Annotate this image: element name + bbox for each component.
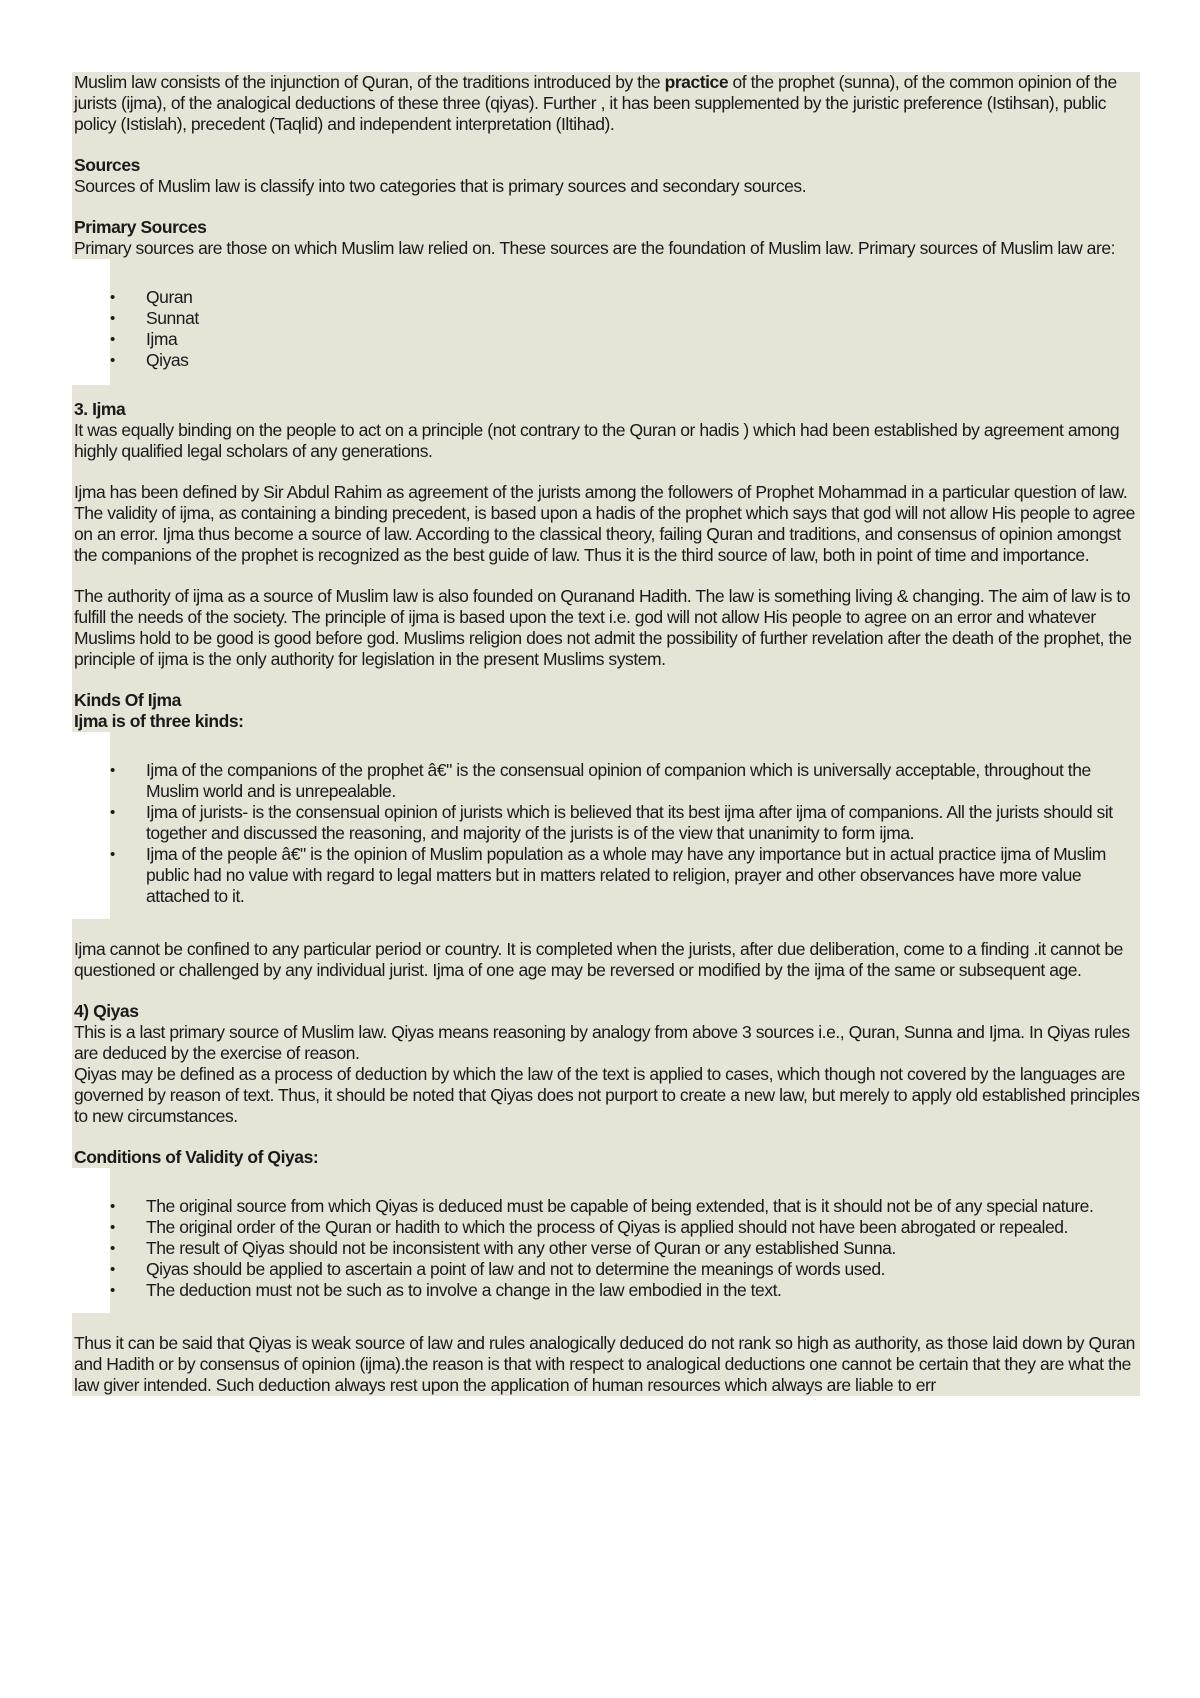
ijma-paragraph-3: The authority of ijma as a source of Muslim law is also founded on Quranand Hadith. The law is something living & changing. The aim of law is to fulfill the needs of the society. The principle of ijma is based upon the text i.e. god will not allow His people to agree on an error and whatever Muslims hold to be good is good before god. Muslims religion does not admit the possibility of further revelation after the death of the prophet, the principle of ijma is the only authority for legislation in the present Muslims system.: [74, 586, 1132, 669]
conditions-list-wrap: [72, 1168, 1140, 1313]
list-item: • Ijma of the companions of the prophet â€" is the consensual opinion of companion which is universally acceptable, throughout the Muslim world and is unrepealable.: [146, 760, 1140, 802]
intro-paragraph: Muslim law consists of the injunction of Quran, of the traditions introduced by the practice of the prophet (sunna), of the common opinion of the jurists (ijma), of the analogical deductions of these three (qiyas). Further , it has been supplemented by the juristic preference (Istihsan), public policy (Istislah), precedent (Taqlid) and independent interpretation (Iltihad). Sources Sources of Muslim law is classify into two categories that is primary sources and secondary sources. Primary Sources Primary sources are those on which Muslim law relied on. These sources are the foundation of Muslim law. Primary sources of Muslim law are:: [72, 72, 1140, 259]
list-item: • Sunnat: [146, 308, 1140, 329]
list-item: • Ijma: [146, 329, 1140, 350]
ijma-heading: 3. Ijma: [74, 399, 126, 419]
ijma-paragraph-1: It was equally binding on the people to act on a principle (not contrary to the Quran or hadis ) which had been established by agreement among highly qualified legal scholars of any generations.: [74, 420, 1120, 461]
kinds-list: [110, 732, 1140, 919]
list-item: • The deduction must not be such as to involve a change in the law embodied in the text.: [146, 1280, 1140, 1301]
list-item: • The original source from which Qiyas is deduced must be capable of being extended, that is it should not be of any special nature.: [146, 1196, 1140, 1217]
conditions-heading: Conditions of Validity of Qiyas:: [74, 1147, 319, 1167]
kinds-heading: Kinds Of Ijma: [74, 690, 181, 710]
list-item: • Quran: [146, 287, 1140, 308]
primary-sources-list-wrap: [72, 259, 1140, 385]
intro-bold-word: practice: [664, 72, 729, 92]
list-item: • Ijma of the people â€" is the opinion of Muslim population as a whole may have any importance but in actual practice ijma of Muslim public had no value with regard to legal matters but in matters related to religion, prayer and other observances have more value attached to it.: [146, 844, 1140, 907]
conditions-list: [110, 1168, 1140, 1313]
qiyas-section: [72, 919, 1140, 1168]
sources-text: Sources of Muslim law is classify into two categories that is primary sources and secondary sources.: [74, 176, 807, 196]
qiyas-heading: 4) Qiyas: [74, 1001, 139, 1021]
ijma-after-paragraph: Ijma cannot be confined to any particular period or country. It is completed when the jurists, after due deliberation, come to a finding .it cannot be questioned or challenged by any individual jurist. Ijma of one age may be reversed or modified by the ijma of the same or subsequent age.: [74, 939, 1123, 980]
primary-sources-heading: Primary Sources: [74, 217, 207, 237]
primary-sources-list: [110, 259, 1140, 385]
document-page: [72, 72, 1140, 1396]
list-item: • The original order of the Quran or hadith to which the process of Qiyas is applied should not have been abrogated or repealed.: [146, 1217, 1140, 1238]
qiyas-paragraph-2: Qiyas may be defined as a process of deduction by which the law of the text is applied to cases, which though not covered by the languages are governed by reason of text. Thus, it should be noted that Qiyas does not purport to create a new law, but merely to apply old established principles to new circumstances.: [74, 1064, 1140, 1126]
list-item: • Qiyas should be applied to ascertain a point of law and not to determine the meanings of words used.: [146, 1259, 1140, 1280]
list-item: • Ijma of jurists- is the consensual opinion of jurists which is believed that its best ijma after ijma of companions. All the jurists should sit together and discussed the reasoning, and majority of the jurists is of the view that unanimity to form ijma.: [146, 802, 1140, 844]
sources-heading: Sources: [74, 155, 140, 175]
kinds-list-wrap: [72, 732, 1140, 919]
ijma-section: [72, 385, 1140, 732]
conclusion-paragraph: Thus it can be said that Qiyas is weak source of law and rules analogically deduced do not rank so high as authority, as those laid down by Quran and Hadith or by consensus of opinion (ijma).the reason is that with respect to analogical deductions one cannot be certain that they are what the law giver intended. Such deduction always rest upon the application of human resources which always are liable to err: [74, 1333, 1135, 1395]
ijma-paragraph-2: Ijma has been defined by Sir Abdul Rahim as agreement of the jurists among the followers of Prophet Mohammad in a particular question of law. The validity of ijma, as containing a binding precedent, is based upon a hadis of the prophet which says that god will not allow His people to agree on an error. Ijma thus become a source of law. According to the classical theory, failing Quran and traditions, and consensus of opinion amongst the companions of the prophet is recognized as the best guide of law. Thus it is the third source of law, both in point of time and importance.: [74, 482, 1135, 565]
kinds-subheading: Ijma is of three kinds:: [74, 711, 244, 731]
conclusion-section: [72, 1313, 1140, 1396]
qiyas-paragraph-1: This is a last primary source of Muslim law. Qiyas means reasoning by analogy from above 3 sources i.e., Quran, Sunna and Ijma. In Qiyas rules are deduced by the exercise of reason.: [74, 1022, 1130, 1063]
primary-sources-text: Primary sources are those on which Muslim law relied on. These sources are the foundation of Muslim law. Primary sources of Muslim law are:: [74, 238, 1116, 258]
list-item: • Qiyas: [146, 350, 1140, 371]
list-item: • The result of Qiyas should not be inconsistent with any other verse of Quran or any established Sunna.: [146, 1238, 1140, 1259]
